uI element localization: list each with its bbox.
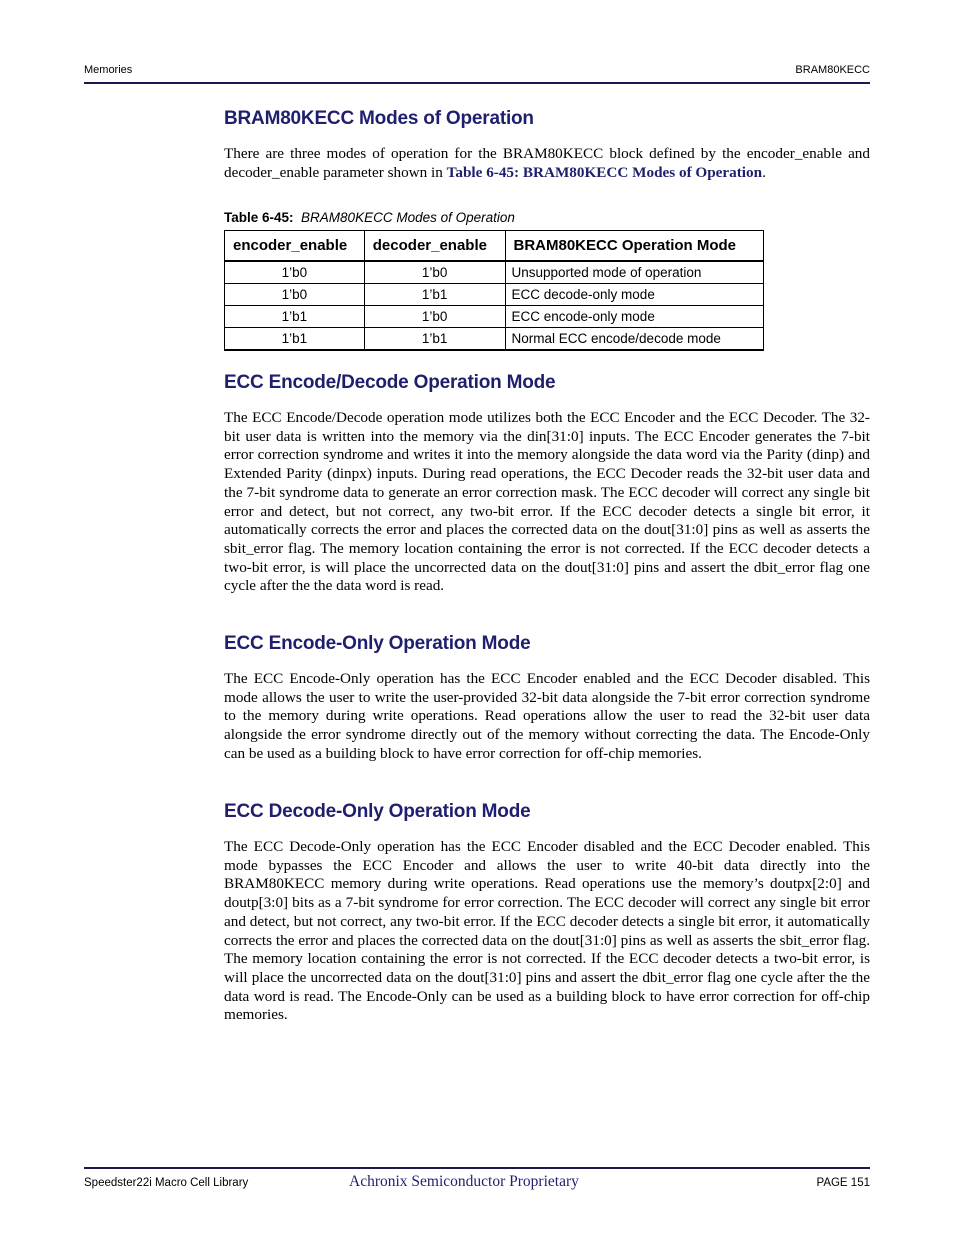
table-cell: ECC encode-only mode — [505, 306, 764, 328]
table-cell: 1’b1 — [364, 328, 505, 351]
column-header: encoder_enable — [225, 231, 365, 262]
table-cell: ECC decode-only mode — [505, 284, 764, 306]
header-section-name: Memories — [84, 64, 133, 76]
table-cell: 1’b1 — [225, 306, 365, 328]
table-caption-title: BRAM80KECC Modes of Operation — [301, 210, 515, 225]
table-cell: 1’b0 — [364, 306, 505, 328]
footer-document-title: Speedster22i Macro Cell Library — [84, 1177, 249, 1189]
modes-table — [224, 230, 764, 351]
table-row — [225, 261, 764, 284]
table-cell: 1’b0 — [364, 261, 505, 284]
paragraph-encode-decode: The ECC Encode/Decode operation mode utilizes both the ECC Encoder and the ECC Decoder. The 32-bit user data is written into the memory via the din[31:0] inputs. The ECC Encoder generates the 7-bit error correction syndrome and writes it into the memory alongside the data word via the Parity (dinp) and Extended Parity (dinpx) inputs. During read operations, the ECC Decoder reads the 32-bit user data and the 7-bit syndrome data to generate an error correction mask. The ECC decoder will correct any single bit error and detect, but not correct, any two-bit error. If the ECC decoder detects a single bit error, it automatically corrects the error and places the corrected data on the dout[31:0] pins as well as asserts the sbit_error flag. The memory location containing the error is not corrected. If the ECC decoder detects a two-bit error, is will place the uncorrected data on the dout[31:0] pins and assert the dbit_error flag one cycle after the the data word is read. — [224, 409, 870, 595]
table-cell: 1’b0 — [225, 261, 365, 284]
table-cell: 1’b0 — [225, 284, 365, 306]
footer-rule — [84, 1167, 870, 1169]
table-xref-link[interactable]: Table 6-45: BRAM80KECC Modes of Operation — [446, 163, 763, 181]
table-cell: 1’b1 — [225, 328, 365, 351]
table-cell: Unsupported mode of operation — [505, 261, 764, 284]
table-row — [225, 284, 764, 306]
heading-encode-only: ECC Encode-Only Operation Mode — [224, 633, 531, 654]
heading-decode-only: ECC Decode-Only Operation Mode — [224, 801, 531, 822]
column-header: decoder_enable — [364, 231, 505, 262]
table-caption — [224, 210, 870, 225]
footer-proprietary-notice: Achronix Semiconductor Proprietary — [349, 1173, 579, 1190]
table-cell: 1’b1 — [364, 284, 505, 306]
table-caption-label: Table 6-45: — [224, 210, 294, 225]
heading-modes: BRAM80KECC Modes of Operation — [224, 108, 534, 129]
footer-page-number: PAGE 151 — [816, 1177, 870, 1189]
modes-table-wrapper — [224, 230, 870, 351]
table-row — [225, 328, 764, 351]
header-block-name: BRAM80KECC — [795, 64, 870, 76]
column-header: BRAM80KECC Operation Mode — [505, 231, 764, 262]
paragraph-decode-only: The ECC Decode-Only operation has the ECC Encoder disabled and the ECC Decoder enabled. This mode bypasses the ECC Encoder and allows the user to write 40-bit data directly into the BRAM80KECC memory during write operations. Read operations use the memory’s doutpx[2:0] and doutp[3:0] bits as a 7-bit syndrome for error correction. The ECC decoder will correct any single bit error and detect, but not correct, any two-bit error. If the ECC decoder detects a single bit error, it automatically corrects the error and places the corrected data on the dout[31:0] pins as well as asserts the sbit_error flag. The memory location containing the error is not corrected. If the ECC decoder detects a two-bit error, is will place the uncorrected data on the dout[31:0] pins and assert the dbit_error flag one cycle after the the data word is read. The Encode-Only can be used as a building block to have error correction for off-chip memories. — [224, 838, 870, 1024]
intro-end: . — [762, 163, 766, 181]
table-header-row — [225, 231, 764, 262]
paragraph-modes-intro — [224, 145, 870, 182]
header-rule — [84, 82, 870, 84]
table-cell: Normal ECC encode/decode mode — [505, 328, 764, 351]
page-header — [84, 64, 870, 76]
heading-encode-decode: ECC Encode/Decode Operation Mode — [224, 372, 556, 393]
table-row — [225, 306, 764, 328]
intro-text: There are three modes of operation for the BRAM80KECC block defined by the encoder_enable and decoder_enable parameter shown in — [224, 145, 870, 181]
paragraph-encode-only: The ECC Encode-Only operation has the ECC Encoder enabled and the ECC Decoder disabled. This mode allows the user to write the user-provided 32-bit data alongside the 7-bit error correction syndrome to the memory during write operations. Read operations allow the user to read the 32-bit user data alongside the error syndrome directly out of the memory without correcting the data. The Encode-Only can be used as a building block to have error correction for off-chip memories. — [224, 670, 870, 762]
